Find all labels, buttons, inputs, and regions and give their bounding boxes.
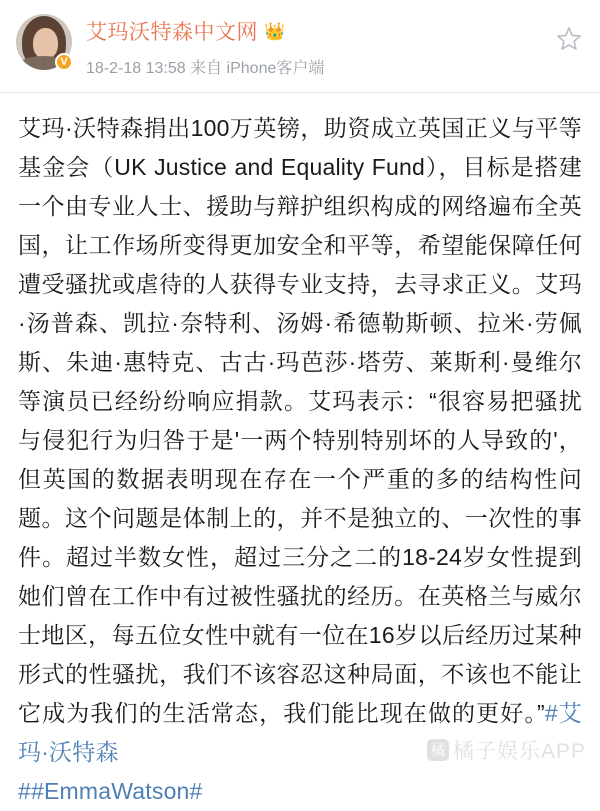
watermark-badge-icon: 橘 — [427, 739, 449, 761]
post-meta — [86, 55, 584, 78]
post-source[interactable]: 来自 iPhone客户端 — [190, 60, 325, 77]
star-icon[interactable] — [556, 26, 582, 52]
post-timestamp: 18-2-18 13:58 — [86, 60, 186, 77]
post-body — [0, 93, 600, 772]
avatar[interactable] — [16, 14, 72, 70]
post-inline-hashtag[interactable]: #艾玛·沃特森 — [18, 700, 582, 765]
post-header — [0, 0, 600, 88]
watermark-text: 橘子娱乐APP — [452, 740, 586, 763]
post-body-text: 艾玛·沃特森捐出100万英镑，助资成立英国正义与平等基金会（UK Justice and Equality Fund），目标是搭建一个由专业人士、援助与辩护组织构成的网络遍布全英国，让工作场所变得更加安全和平等，希望能保障任何遭受骚扰或虐待的人获得专业支持，去寻求正义。艾玛·汤普森、凯拉·奈特利、汤姆·希德勒斯顿、拉米·劳佩斯、朱迪·惠特克、古古·玛芭莎·塔劳、莱斯利·曼维尔等演员已经纷纷响应捐款。艾玛表示：“很容易把骚扰与侵犯行为归咎于是'一两个特别特别坏的人导致的'，但英国的数据表明现在存在一个严重的多的结构性问题。这个问题是体制上的，并不是独立的、一次性的事件。超过半数女性，超过三分之二的18-24岁女性提到她们曾在工作中有过被性骚扰的经历。在英格兰与威尔士地区，每五位女性中就有一位在16岁以后经历过某种形式的性骚扰，我们不该容忍这种局面，不该也不能让它成为我们的生活常态，我们能比现在做的更好。” — [18, 115, 582, 726]
author-name[interactable]: 艾玛沃特森中文网 — [86, 21, 258, 44]
avatar-face-shape — [33, 28, 58, 59]
crown-icon: 👑 — [264, 21, 286, 41]
author-name-row — [86, 16, 584, 46]
verified-badge-icon: V — [55, 53, 73, 71]
watermark — [427, 735, 586, 765]
post-hashtag-line[interactable]: ##EmmaWatson# — [18, 778, 203, 804]
author-info — [86, 14, 584, 78]
